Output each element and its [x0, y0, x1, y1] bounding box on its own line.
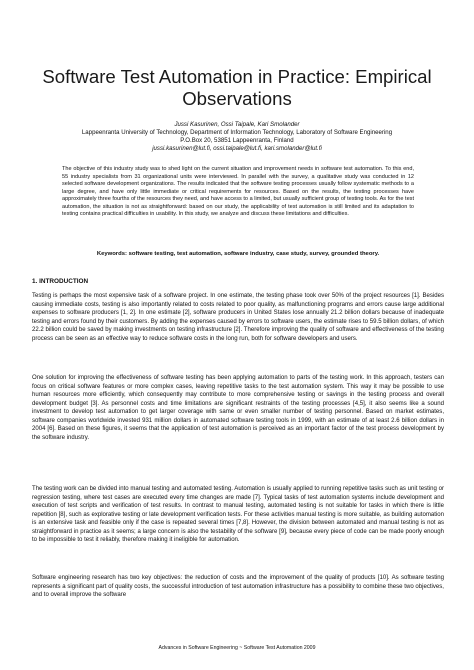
author-address: P.O.Box 20, 53851 Lappeenranta, Finland: [180, 137, 294, 145]
abstract: The objective of this industry study was to shed light on the current situation and improvement needs in software test automation. To this end, 55 industry specialists from 31 organizational units were interviewed. In parallel with the survey, a qualitative study was conducted in 12 selected software development organizations. The results indicated that the software testing processes usually follow systematic methods to a large degree, and have only little immediate or critical requirements for resources. Based on the results, the testing processes have approximately three fourths of the resources they need, and have access to a limited, but usually sufficient group of testing tools. As for the test automation, the situation is not as straightforward: based on our study, the applicability of test automation is still limited and its adaptation to testing contains practical difficulties in usability. In this study, we analyze and discuss these limitations and difficulties.: [62, 166, 414, 217]
keywords: Keywords: software testing, test automation, software industry, case study, survey, grounded theory.: [96, 251, 380, 257]
author-emails: jussi.kasurinen@lut.fi, ossi.taipale@lut.fi, kari.smolander@lut.fi: [152, 145, 322, 153]
page-footer: Advances in Software Engineering ~ Software Test Automation 2009: [158, 645, 316, 651]
body-paragraph-2: One solution for improving the effectiveness of software testing has been applying automation to parts of the testing work. In this approach, testers can focus on critical software features or more complex cases, leaving repetitive tasks to the test automation system. This way it may be possible to use human resources more efficiently, which consequently may contribute to more comprehensive testing or savings in the testing process and overall development budget [3]. As personnel costs and time limitations are significant restraints of the testing processes [4,5], it also seems like a sound investment to develop test automation to get larger coverage with same or even smaller number of testing personnel. Based on market estimates, software companies worldwide invested 931 million dollars in automated software testing tools in 1999, with an estimate of at least 2.6 billion dollars in 2004 [6]. Based on these figures, it seems that the application of test automation is perceived as an important factor of the test process development by the software industry.: [32, 375, 444, 441]
author-block: [20, 121, 454, 153]
author-affiliation: Lappeenranta University of Technology, Department of Information Technology, Laboratory of Software Engineering: [81, 129, 393, 137]
body-paragraph-4: Software engineering research has two key objectives: the reduction of costs and the improvement of the quality of products [10]. As software testing represents a significant part of quality costs, the successful introduction of test automation infrastructure has a possibility to combine these two objectives, and to overall improve the software: [32, 575, 444, 599]
section-heading: 1. INTRODUCTION: [32, 278, 89, 285]
body-paragraph-1: Testing is perhaps the most expensive task of a software project. In one estimate, the testing phase took over 50% of the project resources [1]. Besides causing immediate costs, testing is also importantly related to costs related to poor quality, as malfunctioning programs and errors cause large additional expenses to software producers [1, 2]. In one estimate [2], software producers in United States lose annually 21.2 billion dollars because of inadequate testing and errors found by their customers. By adding the expenses caused by errors to software users, the estimate rises to 59.5 billion dollars, of which 22.2 billion could be saved by making investments on testing infrastructure [2]. Therefore improving the quality of software and effectiveness of the testing process can be seen as an effective way to reduce software costs in the long run, both for software developers and users.: [32, 293, 444, 342]
paper-title: Software Test Automation in Practice: Empirical Observations: [42, 66, 432, 109]
body-paragraph-3: The testing work can be divided into manual testing and automated testing. Automation is usually applied to running repetitive tasks such as unit testing or regression testing, where test cases are executed every time changes are made [7]. Typical tasks of test automation systems include development and execution of test scripts and verification of test results. In contrast to manual testing, automated testing is not suitable for tasks in which there is little repetition [8], such as explorative testing or late development verification tests. For these activities manual testing is more suitable, as building automation is an extensive task and feasible only if the case is repeated several times [7,8]. However, the division between automated and manual testing is not as straightforward in practice as it seems; a large concern is also the testability of the software [9], because every piece of code can be made poorly enough to be impossible to test it reliably, therefore making it ineligible for automation.: [32, 486, 444, 544]
author-names: Jussi Kasurinen, Ossi Taipale, Kari Smolander: [174, 121, 300, 128]
